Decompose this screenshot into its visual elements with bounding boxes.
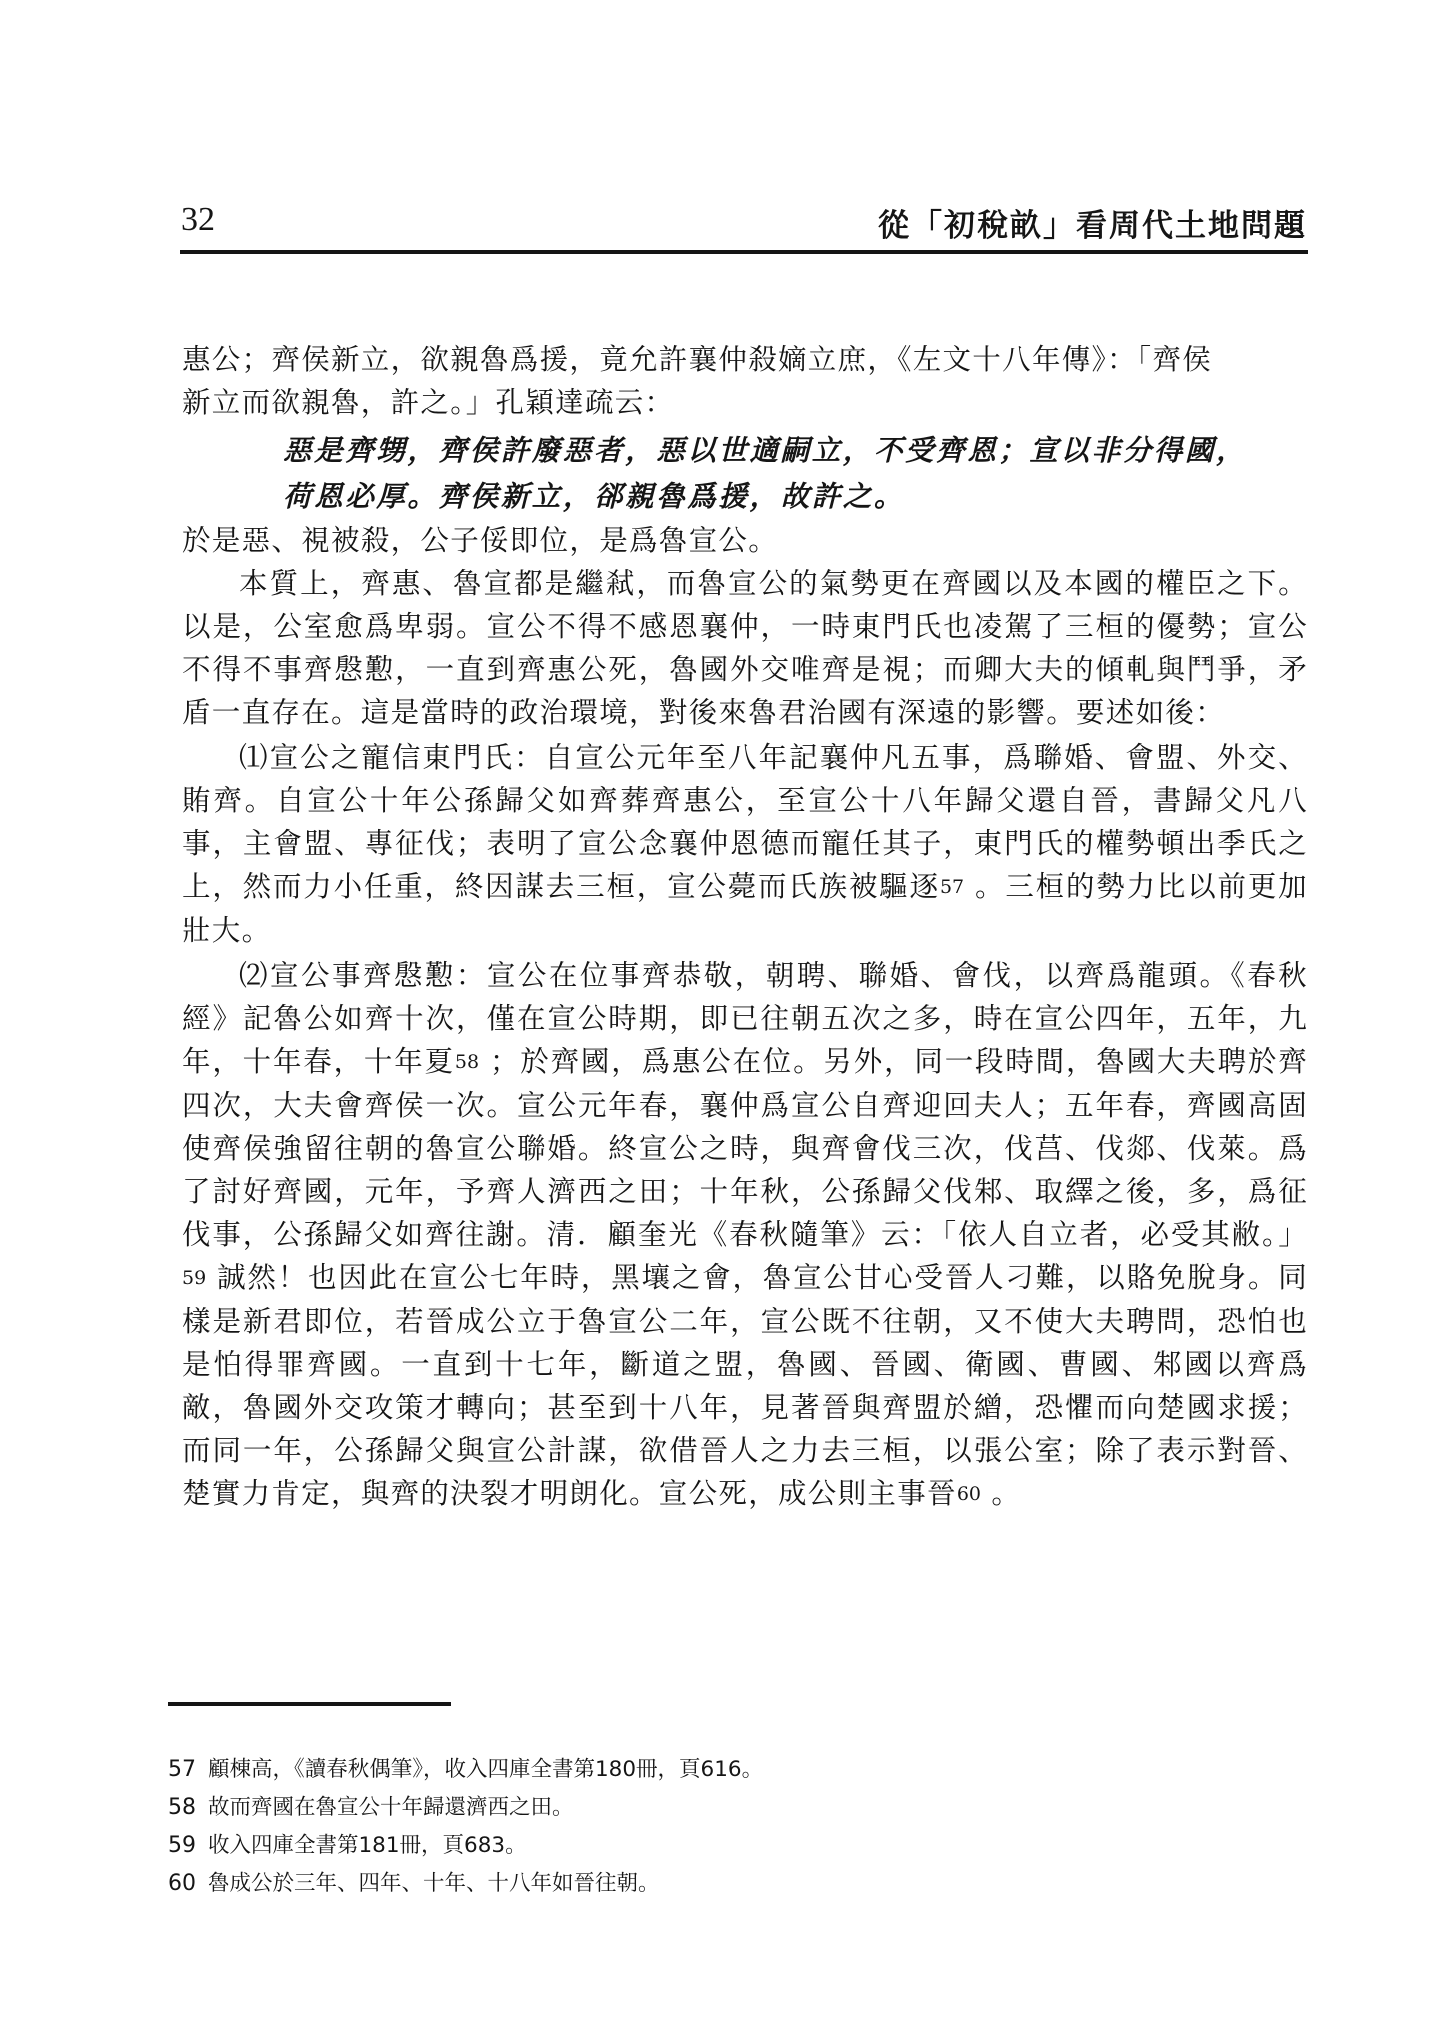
running-title: 從「初稅畝」看周代土地問題 [878, 208, 1307, 244]
quote-line: 惡是齊甥，齊侯許廢惡者，惡以世適嗣立，不受齊恩；宣以非分得國， [283, 433, 1248, 467]
quote-line: 荷恩必厚。齊侯新立，郤親魯爲援，故許之。 [283, 479, 906, 513]
text-line: 新立而欲親魯，許之。」孔穎達疏云： [182, 386, 675, 419]
footnote [168, 1754, 1268, 1792]
text-line: 惠公；齊侯新立，欲親魯爲援，竟允許襄仲殺嫡立庶，《左文十八年傳》：「齊侯 [182, 343, 1213, 376]
paragraph: 本質上，齊惠、魯宣都是繼弒，而魯宣公的氣勢更在齊國以及本國的權臣之下。以是，公室愈爲卑弱。宣公不得不感恩襄仲，一時東門氏也凌駕了三桓的優勢；宣公不得不事齊慇懃，一直到齊惠公死，魯國外交唯齊是視；而卿大夫的傾軋與鬥爭，矛盾一直存在。這是當時的政治環境，對後來魯君治國有深遠的影響。要述如後： [182, 567, 1308, 729]
footnote-number: 58 [168, 1795, 196, 1820]
header-rule [180, 250, 1308, 254]
paragraph-text: 誠然！也因此在宣公七年時，黑壤之會，魯宣公甘心受晉人刁難，以賂免脫身。同樣是新君即位，若晉成公立于魯宣公二年，宣公既不往朝，又不使大夫聘問，恐怕也是怕得罪齊國。一直到十七年，斷道之盟，魯國、晉國、衛國、曹國、邾國以齊爲敵，魯國外交攻策才轉向；甚至到十八年，見著晉與齊盟於繒，恐懼而向楚國求援；而同一年，公孫歸父與宣公計謀，欲借晉人之力去三桓，以張公室；除了表示對晉、楚實力肯定，與齊的決裂才明朗化。宣公死，成公則主事晉 [182, 1261, 1308, 1510]
paragraph-text: ；於齊國，爲惠公在位。另外，同一段時間，魯國大夫聘於齊四次，大夫會齊侯一次。宣公元年春，襄仲爲宣公自齊迎回夫人；五年春，齊國高固使齊侯強留往朝的魯宣公聯婚。終宣公之時，與齊會伐三次，伐莒、伐郯、伐萊。爲了討好齊國，元年，予齊人濟西之田；十年秋，公孫歸父伐邾、取繹之後，多，爲征伐事，公孫歸父如齊往謝。清．顧奎光《春秋隨筆》云：「依人自立者，必受其敝。」 [182, 1045, 1309, 1251]
paragraph [182, 954, 1308, 1516]
footnote-number: 59 [168, 1833, 196, 1858]
footnote-rule [168, 1702, 451, 1706]
text-line: 於是惡、視被殺，公子俀即位，是爲魯宣公。 [182, 524, 779, 557]
footnote-text: 顧棟高，《讀春秋偶筆》，收入四庫全書第180冊，頁616。 [208, 1757, 764, 1782]
footnote-ref[interactable]: 60 [956, 1483, 981, 1505]
footnote [168, 1868, 1268, 1906]
footnotes [168, 1754, 1268, 1906]
body-text [182, 338, 1308, 1516]
footnote-number: 60 [168, 1871, 196, 1896]
footnote-number: 57 [168, 1757, 196, 1782]
footnote-text: 故而齊國在魯宣公十年歸還濟西之田。 [208, 1795, 574, 1820]
footnote-ref[interactable]: 58 [454, 1051, 480, 1073]
footnote-text: 收入四庫全書第181冊，頁683。 [208, 1833, 527, 1858]
footnote-ref[interactable]: 57 [939, 876, 965, 898]
paragraph-text: ⑵宣公事齊慇懃：宣公在位事齊恭敬，朝聘、聯婚、會伐，以齊爲龍頭。《春秋經》記魯公如齊十次，僅在宣公時期，即已往朝五次之多，時在宣公四年，五年，九年，十年春，十年夏 [182, 959, 1308, 1078]
paragraph-text: 。三桓的勢力比以前更加壯大。 [182, 870, 1308, 947]
paragraph-text: ⑴宣公之寵信東門氏：自宣公元年至八年記襄仲凡五事，爲聯婚、會盟、外交、賄齊。自宣公十年公孫歸父如齊葬齊惠公，至宣公十八年歸父還自晉，書歸父凡八事，主會盟、專征伐；表明了宣公念襄仲恩德而寵任其子，東門氏的權勢頓出季氏之上，然而力小任重，終因謀去三桓，宣公薨而氏族被驅逐 [182, 741, 1308, 903]
paragraph [182, 736, 1308, 952]
footnote [168, 1792, 1268, 1830]
footnote [168, 1830, 1268, 1868]
paragraph-text: 。 [981, 1477, 1022, 1510]
footnote-ref[interactable]: 59 [182, 1267, 207, 1289]
footnote-text: 魯成公於三年、四年、十年、十八年如晉往朝。 [208, 1871, 660, 1896]
page-number: 32 [181, 201, 215, 238]
